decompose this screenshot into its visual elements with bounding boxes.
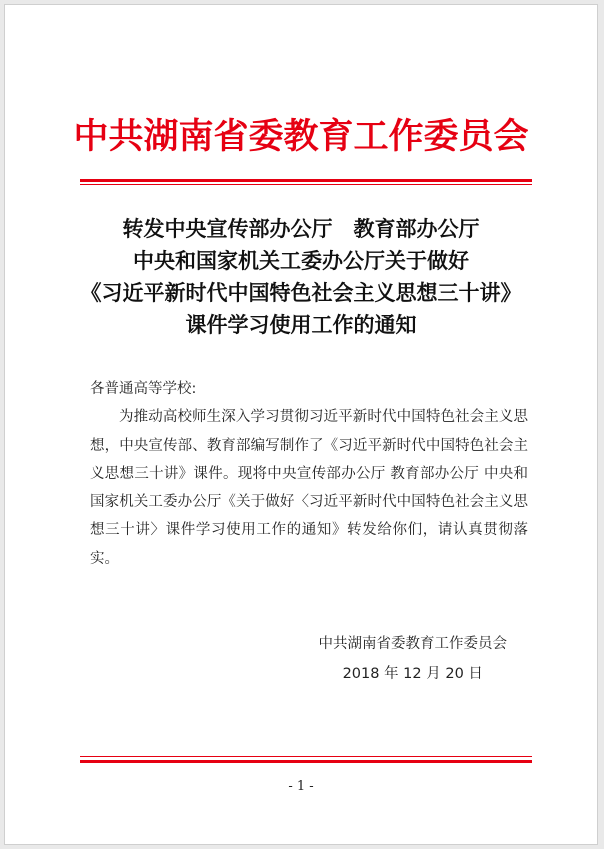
- document-title-line: 《习近平新时代中国特色社会主义思想三十讲》: [80, 280, 522, 305]
- signature-block: [319, 629, 508, 689]
- signature-date: 2018 年 12 月 20 日: [342, 666, 483, 682]
- document-title-line: 转发中央宣传部办公厅 教育部办公厅: [122, 216, 480, 241]
- header-red-rule-thick: [80, 179, 532, 182]
- issuing-organization-header: 中共湖南省委教育工作委员会: [73, 116, 529, 157]
- signature-organization: 中共湖南省委教育工作委员会: [318, 636, 507, 652]
- document-body: [90, 375, 528, 573]
- document-page: [4, 4, 598, 845]
- salutation: 各普通高等学校:: [90, 381, 197, 397]
- document-title-line: 课件学习使用工作的通知: [185, 312, 417, 337]
- body-paragraph: 为推动高校师生深入学习贯彻习近平新时代中国特色社会主义思想，中央宣传部、教育部编写制作了《习近平新时代中国特色社会主义思想三十讲》课件。现将中央宣传部办公厅 教育部办公厅 中央和国家机关工委办公厅《关于做好〈习近平新时代中国特色社会主义思想三十讲〉课件学习使用工作的通知》转发给你们，请认真贯彻落实。: [90, 409, 528, 567]
- header-red-rule-thin: [80, 184, 532, 185]
- document-title-line: 中央和国家机关工委办公厅关于做好: [133, 248, 469, 273]
- page-number: - 1 -: [288, 779, 314, 794]
- footer-red-rule-thin: [80, 756, 532, 757]
- document-title: [5, 213, 597, 341]
- footer-red-rule-thick: [80, 760, 532, 763]
